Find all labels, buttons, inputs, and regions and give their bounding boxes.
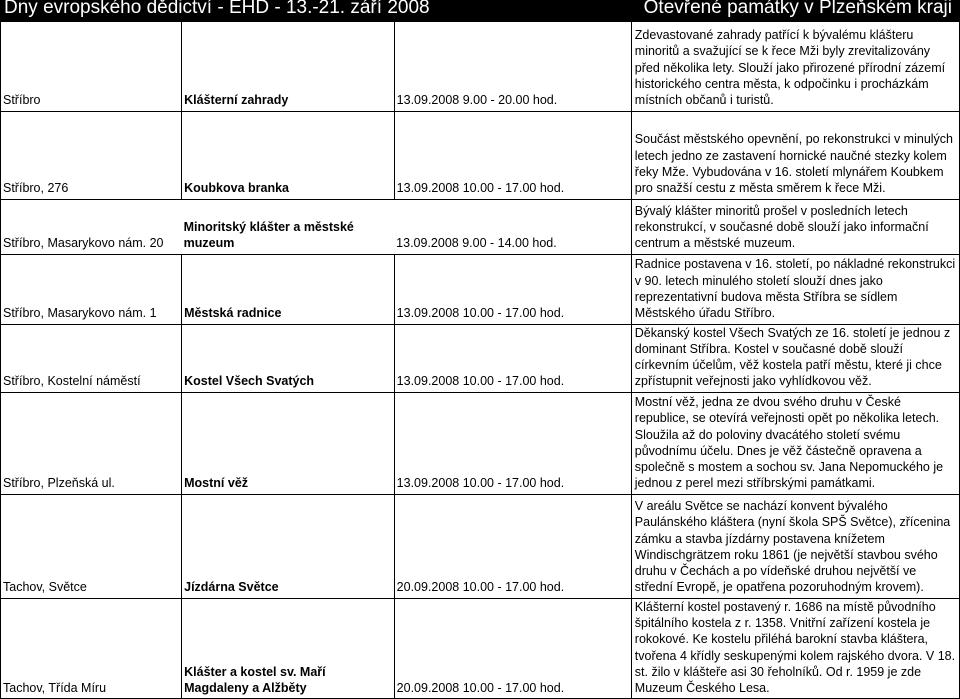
table-row	[1, 111, 960, 199]
monuments-table	[0, 22, 960, 699]
table-row	[1, 199, 960, 254]
monument-name-cell: Klášter a kostel sv. Maří Magdaleny a Alžběty	[182, 598, 395, 699]
opening-time-cell: 20.09.2008 10.00 - 17.00 hod.	[394, 598, 631, 699]
description-cell: Radnice postavena v 16. století, po nákladné rekonstrukci v 90. letech minulého století slouží dnes jako reprezentativní budova města Stříbra se sídlem Městského úřadu Stříbro.	[631, 254, 959, 324]
monument-name-cell: Mostní věž	[182, 392, 395, 494]
table-row	[1, 392, 960, 494]
description-cell: Součást městského opevnění, po rekonstrukci v minulých letech jedno ze zastavení hornické naučné stezky kolem řeky Mže. Vybudována v 16. století mlynářem Koubkem pro snažší cestu z města směrem k řece Mži.	[631, 111, 959, 199]
monument-name-cell: Kostel Všech Svatých	[182, 324, 395, 392]
place-cell: Stříbro, 276	[1, 111, 182, 199]
opening-time-cell: 20.09.2008 10.00 - 17.00 hod.	[394, 494, 631, 598]
description-cell: V areálu Světce se nachází konvent bývalého Paulánského kláštera (nyní škola SPŠ Světce), zřícenina zámku a stavba jízdárny postavena knížetem Windischgrätzem roku 1861 (je největší stavbou svého druhu v Čechách a po vídeňské druhou největší ve střední Evropě, je opatřena pozoruhodným krovem).	[631, 494, 959, 598]
monument-name-cell: Jízdárna Světce	[182, 494, 395, 598]
opening-time-cell: 13.09.2008 10.00 - 17.00 hod.	[394, 324, 631, 392]
opening-time-cell: 13.09.2008 9.00 - 14.00 hod.	[394, 199, 631, 254]
description-cell: Bývalý klášter minoritů prošel v posledních letech rekonstrukcí, v současné době slouží jako informační centrum a městské muzeum.	[631, 199, 959, 254]
place-cell: Stříbro, Masarykovo nám. 1	[1, 254, 182, 324]
description-cell: Zdevastované zahrady patřící k bývalému klášteru minoritů a svažující se k řece Mži byly zrevitalizovány před několika lety. Slouží jako přirozené přírodní zázemí historického centra města, k odpočinku i procházkám místních občanů i turistů.	[631, 22, 959, 111]
monument-name-cell: Koubkova branka	[182, 111, 395, 199]
table-row	[1, 598, 960, 699]
opening-time-cell: 13.09.2008 10.00 - 17.00 hod.	[394, 111, 631, 199]
table-row	[1, 494, 960, 598]
opening-time-cell: 13.09.2008 10.00 - 17.00 hod.	[394, 254, 631, 324]
table-row	[1, 324, 960, 392]
opening-time-cell: 13.09.2008 10.00 - 17.00 hod.	[394, 392, 631, 494]
description-cell: Mostní věž, jedna ze dvou svého druhu v České republice, se otevírá veřejnosti opět po několika letech. Sloužila až do poloviny dvacátého století svému původnímu účelu. Dnes je věž částečně opravena a společně s mostem a sochou sv. Jana Nepomuckého je jednou z perel mezi stříbrskými památkami.	[631, 392, 959, 494]
place-cell: Tachov, Světce	[1, 494, 182, 598]
opening-time-cell: 13.09.2008 9.00 - 20.00 hod.	[394, 22, 631, 111]
header-bar	[0, 0, 960, 22]
place-cell: Stříbro, Plzeňská ul.	[1, 392, 182, 494]
place-cell: Tachov, Třída Míru	[1, 598, 182, 699]
place-cell: Stříbro, Masarykovo nám. 20	[1, 199, 182, 254]
place-cell: Stříbro, Kostelní náměstí	[1, 324, 182, 392]
monument-name-cell: Městská radnice	[182, 254, 395, 324]
table-row	[1, 254, 960, 324]
description-cell: Děkanský kostel Všech Svatých ze 16. století je jednou z dominant Stříbra. Kostel v současné době slouží církevním účelům, věž kostela patří městu, které ji chce zpřístupnit veřejnosti jako vyhlídkovou věž.	[631, 324, 959, 392]
table-row	[1, 22, 960, 111]
description-cell: Klášterní kostel postavený r. 1686 na místě původního špitálního kostela z r. 1358. Vnitřní zařízení kostela je rokokové. Ke kostelu přiléhá barokní stavba kláštera, tvořena 4 křídly seskupenými kolem rajského dvora. V 18. st. žilo v klášteře asi 30 řeholníků. Od r. 1959 je zde Muzeum Českého Lesa.	[631, 598, 959, 699]
monument-name-cell: Klášterní zahrady	[182, 22, 395, 111]
header-title-right: Otevřené památky v Plzeňském kraji	[643, 0, 952, 18]
place-cell: Stříbro	[1, 22, 182, 111]
header-title-left: Dny evropského dědictví - EHD - 13.-21. září 2008	[4, 0, 430, 18]
monument-name-cell: Minoritský klášter a městské muzeum	[182, 199, 395, 254]
